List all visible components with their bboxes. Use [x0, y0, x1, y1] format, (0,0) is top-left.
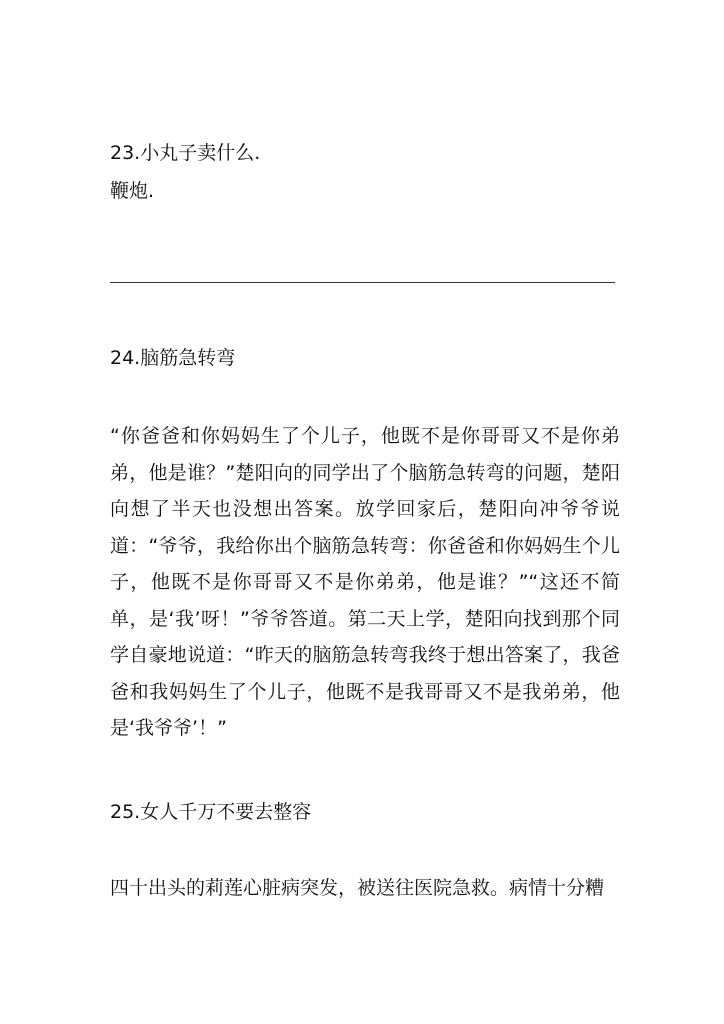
q23-title: 23.小丸子卖什么. [110, 142, 261, 164]
q24-title: 24.脑筋急转弯 [110, 347, 236, 369]
q23-answer: 鞭炮. [110, 180, 155, 202]
q25-body: 四十出头的莉莲心脏病突发，被送往医院急救。病情十分糟 [110, 877, 605, 899]
q24-body: “你爸爸和你妈妈生了个儿子，他既不是你哥哥又不是你弟弟，他是谁？”楚阳向的同学出了个脑筋急转弯的问题，楚阳向想了半天也没想出答案。放学回家后，楚阳向冲爷爷说道：“爷爷，我给你出个脑筋急转弯：你爸爸和你妈妈生个儿子，他既不是你哥哥又不是你弟弟，他是谁？”“这还不简单，是‘我’呀！”爷爷答道。第二天上学，楚阳向找到那个同学自豪地说道：“昨天的脑筋急转弯我终于想出答案了，我爸爸和我妈妈生了个儿子，他既不是我哥哥又不是我弟弟，他是‘我爷爷’！” [110, 425, 620, 739]
q25-title: 25.女人千万不要去整容 [110, 801, 312, 823]
section-divider [110, 282, 615, 283]
